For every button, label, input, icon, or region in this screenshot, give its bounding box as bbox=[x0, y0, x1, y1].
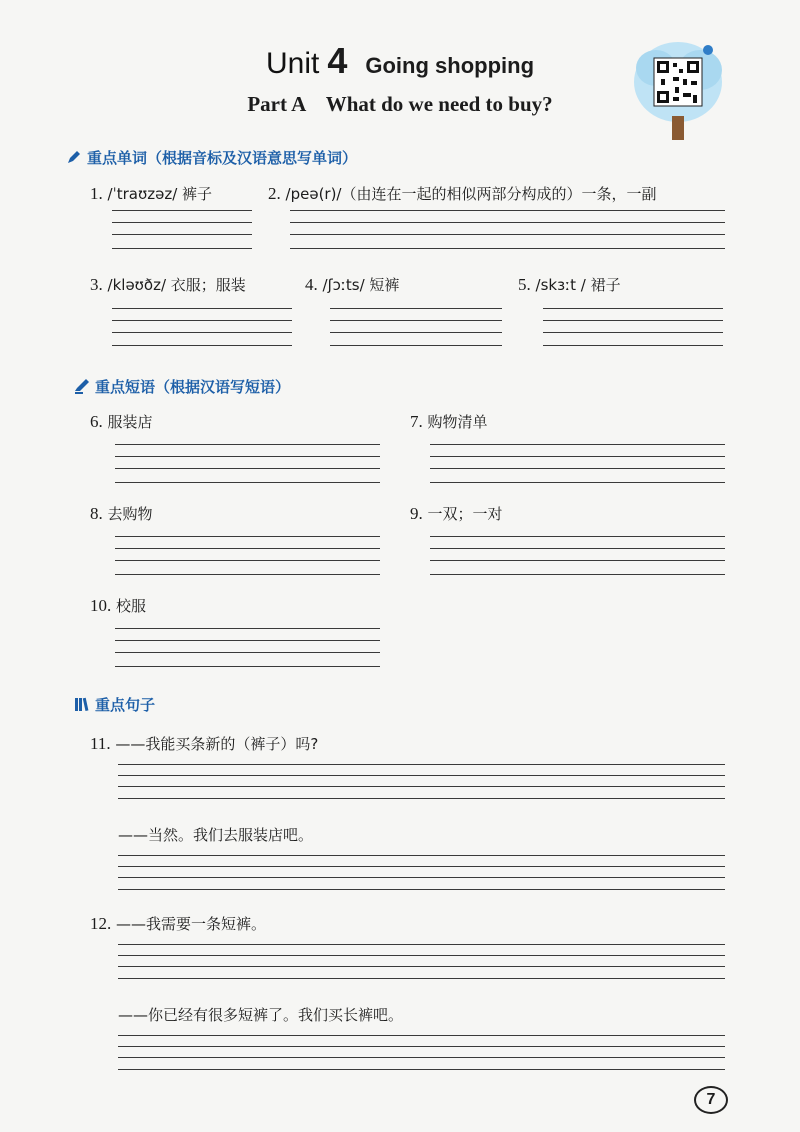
item-text: /ˈtraʊzəz/ 裤子 bbox=[107, 185, 213, 203]
item-text: /skɜːt / 裙子 bbox=[535, 276, 621, 294]
phrases-heading-text: 重点短语（根据汉语写短语） bbox=[95, 378, 291, 396]
phrase-item-7 bbox=[410, 411, 488, 432]
sentence-item-12a bbox=[90, 913, 266, 934]
word-item-5 bbox=[518, 274, 621, 295]
page-number: 7 bbox=[694, 1086, 728, 1114]
item-text: 去购物 bbox=[107, 505, 153, 523]
pen-icon bbox=[74, 378, 90, 394]
item-text: ——我能买条新的（裤子）吗? bbox=[115, 735, 319, 753]
item-text: /peə(r)/（由连在一起的相似两部分构成的）一条，一副 bbox=[285, 185, 657, 203]
answer-lines-7[interactable] bbox=[430, 444, 725, 490]
item-text: 服装店 bbox=[107, 413, 153, 431]
answer-lines-11b[interactable] bbox=[118, 855, 725, 895]
phrases-section-heading bbox=[74, 376, 290, 397]
sentences-section-heading bbox=[74, 694, 155, 715]
sentences-heading-text: 重点句子 bbox=[95, 696, 156, 714]
answer-lines-1[interactable] bbox=[112, 210, 252, 260]
item-text: /ʃɔːts/ 短裤 bbox=[322, 276, 400, 294]
item-text: /kləʊðz/ 衣服；服装 bbox=[107, 276, 246, 294]
qr-code-icon bbox=[632, 38, 724, 142]
answer-lines-10[interactable] bbox=[115, 628, 380, 674]
answer-lines-2[interactable] bbox=[290, 210, 725, 260]
word-item-3 bbox=[90, 274, 246, 295]
answer-lines-12a[interactable] bbox=[118, 944, 725, 984]
unit-name: Going shopping bbox=[365, 53, 535, 78]
answer-lines-3[interactable] bbox=[112, 308, 292, 352]
phrase-item-6 bbox=[90, 411, 153, 432]
word-item-2 bbox=[268, 183, 657, 204]
item-text: 一双；一对 bbox=[427, 505, 503, 523]
item-number: 12. bbox=[90, 914, 112, 933]
books-icon bbox=[74, 696, 90, 712]
word-item-1 bbox=[90, 183, 212, 204]
sentence-item-11a bbox=[90, 733, 318, 754]
answer-lines-6[interactable] bbox=[115, 444, 380, 490]
part-title: Part A What do we need to buy? bbox=[247, 92, 553, 116]
answer-lines-12b[interactable] bbox=[118, 1035, 725, 1075]
item-number: 2. bbox=[268, 184, 281, 203]
words-section-heading bbox=[66, 147, 357, 168]
pencil-icon bbox=[66, 149, 82, 165]
sentence-item-12b bbox=[118, 1004, 403, 1025]
answer-lines-11a[interactable] bbox=[118, 764, 725, 804]
item-number: 5. bbox=[518, 275, 531, 294]
answer-lines-4[interactable] bbox=[330, 308, 502, 352]
item-text: ——你已经有很多短裤了。我们买长裤吧。 bbox=[118, 1006, 404, 1024]
item-number: 11. bbox=[90, 734, 111, 753]
phrase-item-8 bbox=[90, 503, 153, 524]
answer-lines-5[interactable] bbox=[543, 308, 723, 352]
item-text: ——我需要一条短裤。 bbox=[116, 915, 267, 933]
item-text: ——当然。我们去服装店吧。 bbox=[118, 826, 314, 844]
unit-number: 4 bbox=[327, 40, 348, 81]
answer-lines-9[interactable] bbox=[430, 536, 725, 582]
item-number: 1. bbox=[90, 184, 103, 203]
item-text: 校服 bbox=[116, 597, 147, 615]
item-number: 3. bbox=[90, 275, 103, 294]
item-number: 10. bbox=[90, 596, 112, 615]
item-number: 8. bbox=[90, 504, 103, 523]
words-heading-text: 重点单词（根据音标及汉语意思写单词） bbox=[87, 149, 358, 167]
phrase-item-9 bbox=[410, 503, 503, 524]
unit-word: Unit bbox=[265, 47, 320, 80]
phrase-item-10 bbox=[90, 595, 146, 616]
item-number: 9. bbox=[410, 504, 423, 523]
item-number: 7. bbox=[410, 412, 423, 431]
sentence-item-11b bbox=[118, 824, 313, 845]
answer-lines-8[interactable] bbox=[115, 536, 380, 582]
item-number: 6. bbox=[90, 412, 103, 431]
item-number: 4. bbox=[305, 275, 318, 294]
word-item-4 bbox=[305, 274, 399, 295]
item-text: 购物清单 bbox=[427, 413, 488, 431]
